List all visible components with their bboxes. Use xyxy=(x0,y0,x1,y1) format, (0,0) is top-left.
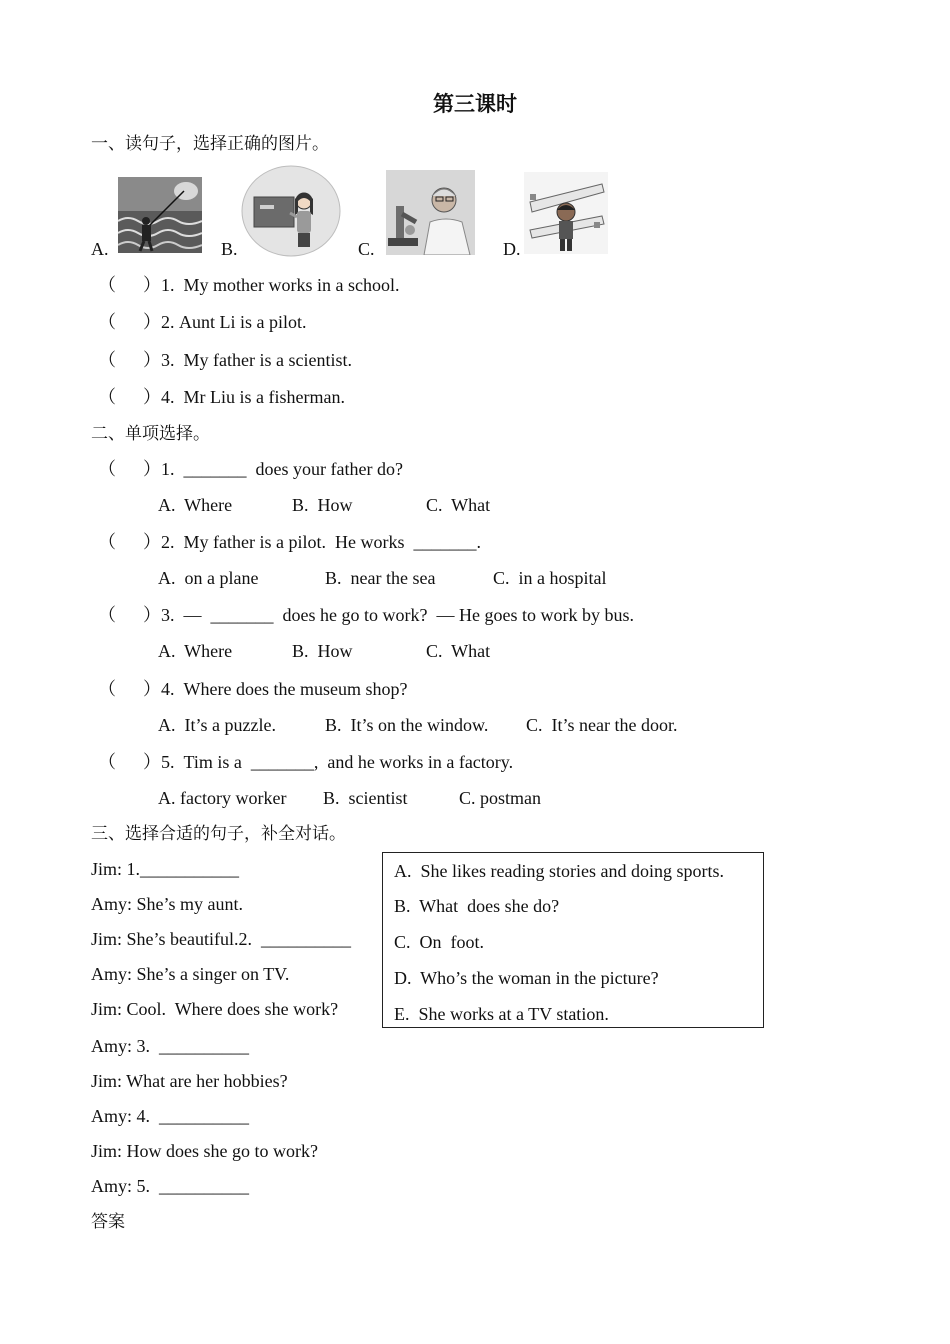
dialogue-line-7: Jim: What are her hobbies? xyxy=(91,1071,288,1091)
choice-b: B. What does she do? xyxy=(394,896,560,916)
s2-question-4: （ ）4. Where does the museum shop? xyxy=(98,679,408,699)
teacher-icon xyxy=(240,165,342,257)
s2-q3-option-c: C. What xyxy=(426,641,491,661)
s2-q2-option-c: C. in a hospital xyxy=(493,568,607,588)
fisherman-icon xyxy=(118,177,202,253)
dialogue-line-3: Jim: She’s beautiful.2. __________ xyxy=(91,929,351,949)
dialogue-line-6: Amy: 3. __________ xyxy=(91,1036,250,1056)
s1-question-4: （ ）4. Mr Liu is a fisherman. xyxy=(98,387,345,407)
section1-heading: 一、读句子，选择正确的图片。 xyxy=(91,134,329,154)
section3-heading: 三、选择合适的句子，补全对话。 xyxy=(91,824,346,844)
s2-q1-option-a: A. Where xyxy=(158,495,233,515)
s1-question-2: （ ）2. Aunt Li is a pilot. xyxy=(98,312,307,332)
s2-q2-option-b: B. near the sea xyxy=(325,568,436,588)
dialogue-line-10: Amy: 5. __________ xyxy=(91,1176,250,1196)
answer-label: 答案 xyxy=(91,1212,125,1232)
dialogue-line-4: Amy: She’s a singer on TV. xyxy=(91,964,290,984)
dialogue-line-9: Jim: How does she go to work? xyxy=(91,1141,318,1161)
picture-label-d: D. xyxy=(503,239,521,259)
page-title: 第三课时 xyxy=(433,92,517,116)
s2-q1-option-c: C. What xyxy=(426,495,491,515)
s2-question-1: （ ）1. _______ does your father do? xyxy=(98,459,403,479)
s2-q5-option-c: C. postman xyxy=(459,788,542,808)
s1-question-3: （ ）3. My father is a scientist. xyxy=(98,350,352,370)
choice-d: D. Who’s the woman in the picture? xyxy=(394,968,659,988)
s2-question-5: （ ）5. Tim is a _______, and he works in a factory. xyxy=(98,752,514,772)
s1-question-1: （ ）1. My mother works in a school. xyxy=(98,275,400,295)
s2-q3-option-b: B. How xyxy=(292,641,353,661)
scientist-icon xyxy=(386,170,475,255)
s2-q5-option-a: A. factory worker xyxy=(158,788,287,808)
dialogue-line-5: Jim: Cool. Where does she work? xyxy=(91,999,339,1019)
s2-q5-option-b: B. scientist xyxy=(323,788,408,808)
s2-q3-option-a: A. Where xyxy=(158,641,233,661)
choice-a: A. She likes reading stories and doing sports. xyxy=(394,861,724,881)
section2-heading: 二、单项选择。 xyxy=(91,424,210,444)
s2-q4-option-a: A. It’s a puzzle. xyxy=(158,715,276,735)
picture-label-c: C. xyxy=(358,239,375,259)
s2-q1-option-b: B. How xyxy=(292,495,353,515)
s2-q4-option-c: C. It’s near the door. xyxy=(526,715,678,735)
dialogue-line-8: Amy: 4. __________ xyxy=(91,1106,250,1126)
picture-label-a: A. xyxy=(91,239,109,259)
choice-e: E. She works at a TV station. xyxy=(394,1004,609,1024)
s2-question-3: （ ）3. — _______ does he go to work? — He goes to work by bus. xyxy=(98,605,634,625)
dialogue-line-2: Amy: She’s my aunt. xyxy=(91,894,243,914)
dialogue-line-1: Jim: 1.___________ xyxy=(91,859,240,879)
s2-question-2: （ ）2. My father is a pilot. He works _______. xyxy=(98,532,481,552)
picture-label-b: B. xyxy=(221,239,238,259)
pilot-icon xyxy=(524,172,608,254)
choice-c: C. On foot. xyxy=(394,932,484,952)
s2-q2-option-a: A. on a plane xyxy=(158,568,259,588)
s2-q4-option-b: B. It’s on the window. xyxy=(325,715,489,735)
